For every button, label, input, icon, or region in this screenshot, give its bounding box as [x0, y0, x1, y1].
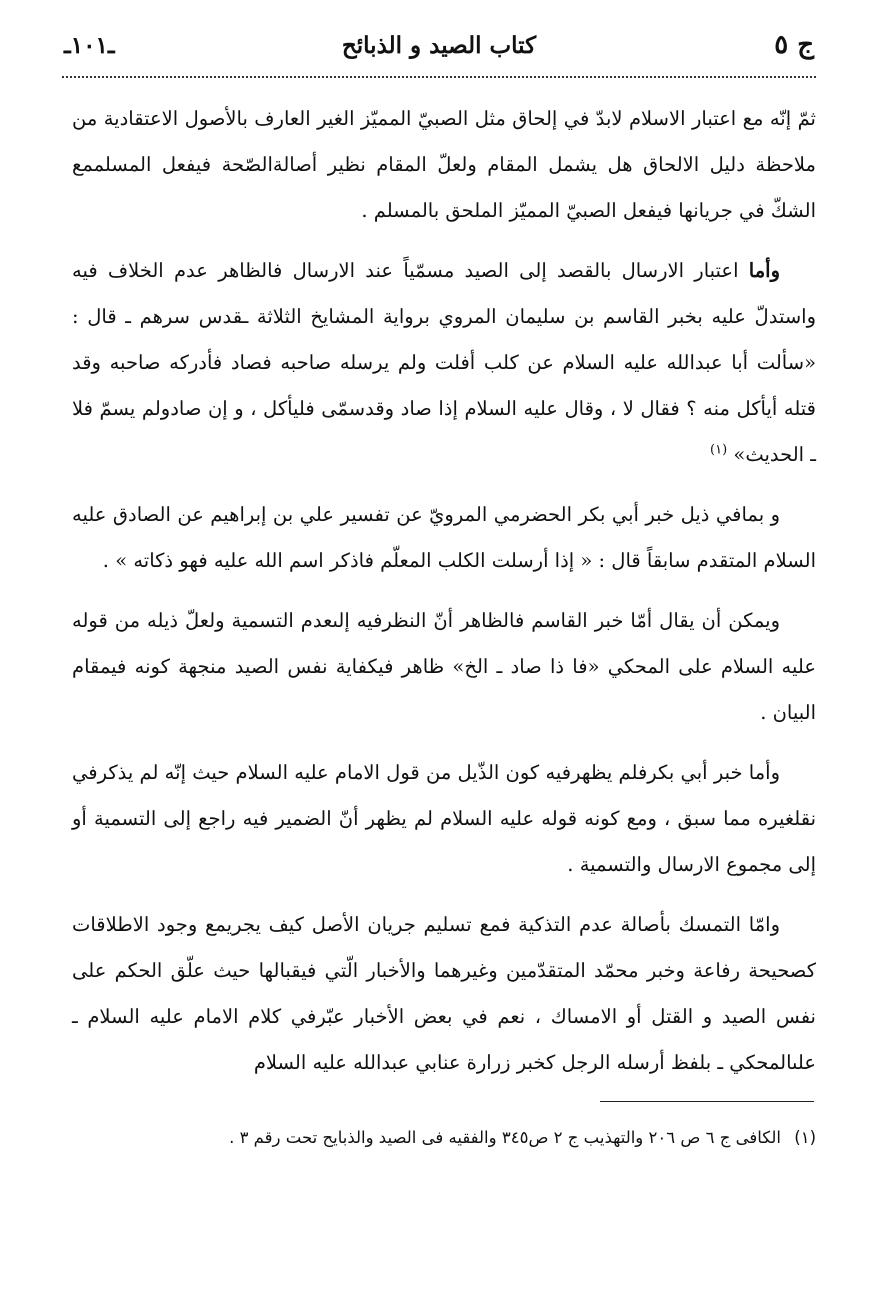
- paragraph-text: ويمكن أن يقال أمّا خبر القاسم فالظاهر أنّ النظرفيه إلىعدم التسمية ولعلّ ذيله من قوله عليه السلام على المحكي «فا ذا صاد ـ الخ» ظاهر فيكفاية نفس الصيد منجهة كونه فيمقام البيان .: [72, 609, 816, 724]
- main-text: [72, 96, 816, 1100]
- paragraph-text: و بمافي ذيل خبر أبي بكر الحضرمي المرويّ عن تفسير علي بن إبراهيم عن الصادق عليه السلام المتقدم سابقاً قال : « إذا أرسلت الكلب المعلّم فاذكر اسم الله عليه فهو ذكاته » .: [72, 503, 816, 572]
- footnote-divider: [600, 1101, 814, 1102]
- page-number: ـ١٠١ـ: [64, 32, 115, 59]
- chapter-title: كتاب الصيد و الذبائح: [341, 32, 537, 59]
- paragraph-text: وأما خبر أبي بكرفلم يظهرفيه كون الذّيل من قول الامام عليه السلام حيث إنّه لم يذكرفي نقلغيره مما سبق ، ومع كونه قوله عليه السلام لم يظهر أنّ الضمير فيه راجع إلى التسمية أو إلى مجموع الارسال والتسمية .: [72, 761, 816, 876]
- footnote-reference[interactable]: (١): [710, 442, 728, 458]
- paragraph-text: ثمّ إنّه مع اعتبار الاسلام لابدّ في إلحاق مثل الصبيّ المميّز الغير العارف بالأصول الاعتقادية من ملاحظة دليل الالحاق هل يشمل المقام ولعلّ المقام نظير أصالةالصّحة فيفعل المسلممع الشكّ في جريانها فيفعل الصبيّ المميّز الملحق بالمسلم .: [72, 107, 816, 222]
- page-header: [64, 30, 814, 74]
- paragraph: [72, 902, 816, 1086]
- paragraph: [72, 492, 816, 584]
- volume-label: ج ٥: [774, 30, 814, 60]
- footnote: [72, 1118, 816, 1158]
- header-dotted-divider: [62, 76, 816, 78]
- paragraph-text: وامّا التمسك بأصالة عدم التذكية فمع تسليم جريان الأصل كيف يجريمع وجود الاطلاقات كصحيحة رفاعة وخبر محمّد المتقدّمين وغيرهما والأخبار الّتي فيقبالها حيث علّق الحكم على نفس الصيد و القتل أو الامساك ، نعم في بعض الأخبار عبّرفي كلام الامام عليه السلام ـ علىالمحكي ـ بلفظ أرسله الرجل كخبر زرارة عنابي عبدالله عليه السلام: [72, 913, 816, 1074]
- paragraph: [72, 96, 816, 234]
- paragraph: [72, 750, 816, 888]
- paragraph-text: اعتبار الارسال بالقصد إلى الصيد مسمّياً عند الارسال فالظاهر عدم الخلاف فيه واستدلّ عليه بخبر القاسم بن سليمان المروي برواية المشايخ الثلاثة ـقدس سرهم ـ قال : «سألت أبا عبدالله عليه السلام عن كلب أفلت ولم يرسله صاحبه فصاد فأدركه صاحبه وقد قتله أيأكل منه ؟ فقال لا ، وقال عليه السلام إذا صاد وقدسمّى فليأكل ، و إن صادولم يسمّ فلا ـ الحديث»: [72, 259, 816, 466]
- footnote-text: الكافى ج ٦ ص ٢٠٦ والتهذيب ج ٢ ص٣٤٥ والفقيه فى الصيد والذبايح تحت رقم ٣ .: [229, 1128, 781, 1147]
- footnote-number: (١): [794, 1128, 816, 1147]
- paragraph-lead-word: وأما: [748, 259, 780, 282]
- paragraph: [72, 248, 816, 478]
- paragraph: [72, 598, 816, 736]
